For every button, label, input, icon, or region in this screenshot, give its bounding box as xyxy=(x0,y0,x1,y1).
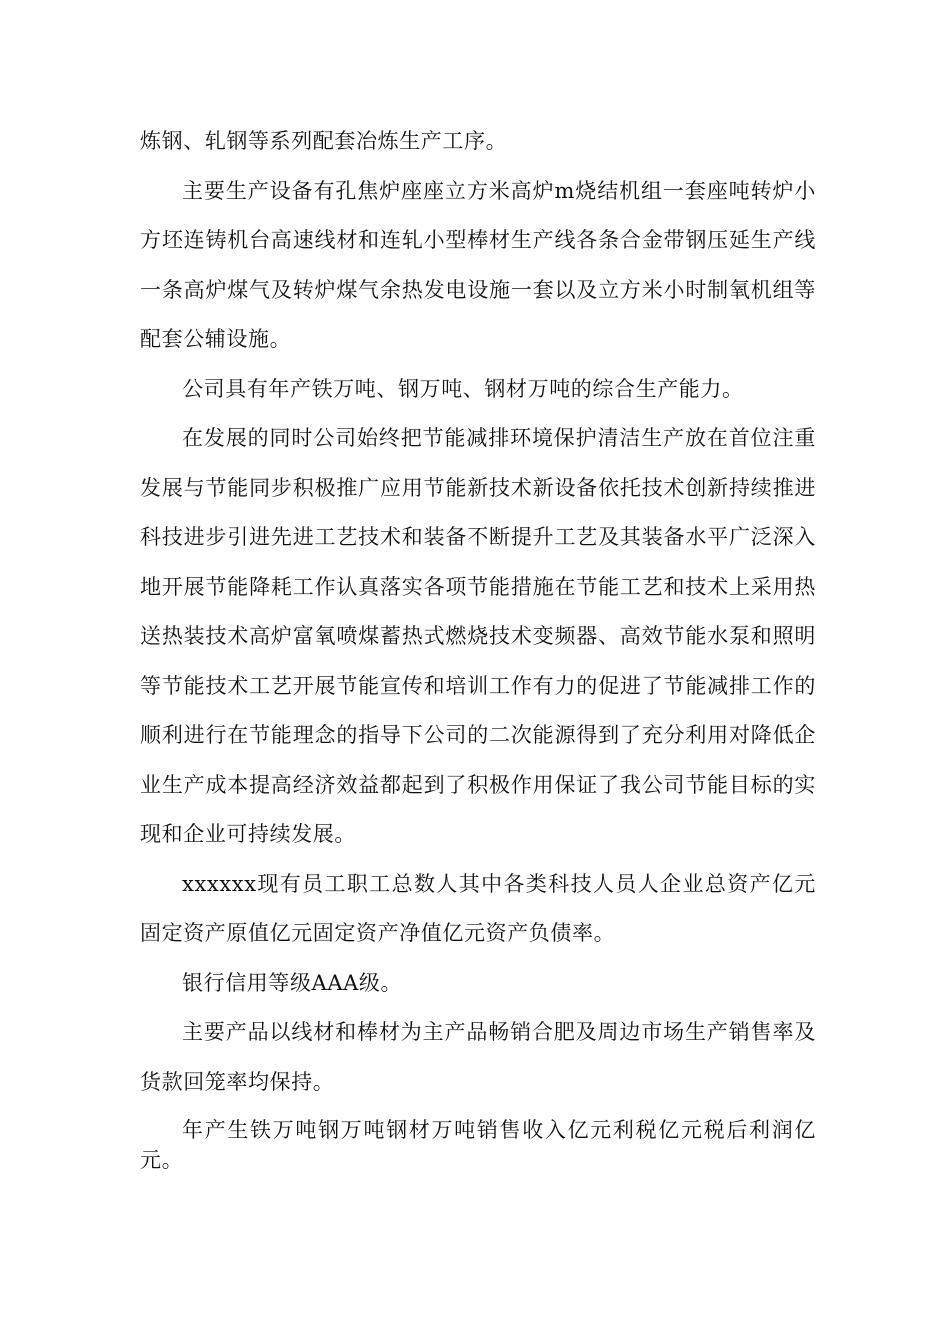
paragraph-continuation: 炼钢、轧钢等系列配套冶炼生产工序。 xyxy=(140,129,508,153)
paragraph-capacity: 公司具有年产铁万吨、钢万吨、钢材万吨的综合生产能力。 xyxy=(182,376,744,401)
document-body xyxy=(140,117,816,1175)
paragraph-energy-saving: 在发展的同时公司始终把节能减排环境保护清洁生产放在首位注重发展与节能同步积极推广应用节能新技术新设备依托技术创新持续推进科技进步引进先进工艺技术和装备不断提升工艺及其装备水平广泛深入地开展节能降耗工作认真落实各项节能措施在节能工艺和技术上采用热送热装技术高炉富氧喷煤蓄热式燃烧技术变频器、高效节能水泵和照明等节能技术工艺开展节能宣传和培训工作有力的促进了节能减排工作的顺利进行在节能理念的指导下公司的二次能源得到了充分利用对降低企业生产成本提高经济效益都起到了积极作用保证了我公司节能目标的实现和企业可持续发展。 xyxy=(140,426,816,846)
paragraph-credit-rating: 银行信用等级AAA级。 xyxy=(182,970,403,995)
paragraph-staff-assets: xxxxxx现有员工职工总数人其中各类科技人员人企业总资产亿元固定资产原值亿元固定资产净值亿元资产负债率。 xyxy=(140,871,816,945)
paragraph-annual-output: 年产生铁万吨钢万吨钢材万吨销售收入亿元利税亿元税后利润亿元。 xyxy=(140,1118,816,1172)
paragraph-equipment: 主要生产设备有孔焦炉座座立方米高炉m烧结机组一套座吨转炉小方坯连铸机台高速线材和连轧小型棒材生产线各条合金带钢压延生产线一条高炉煤气及转炉煤气余热发电设施一套以及立方米小时制氧机组等配套公辅设施。 xyxy=(140,178,816,351)
paragraph-products: 主要产品以线材和棒材为主产品畅销合肥及周边市场生产销售率及货款回笼率均保持。 xyxy=(140,1020,816,1094)
